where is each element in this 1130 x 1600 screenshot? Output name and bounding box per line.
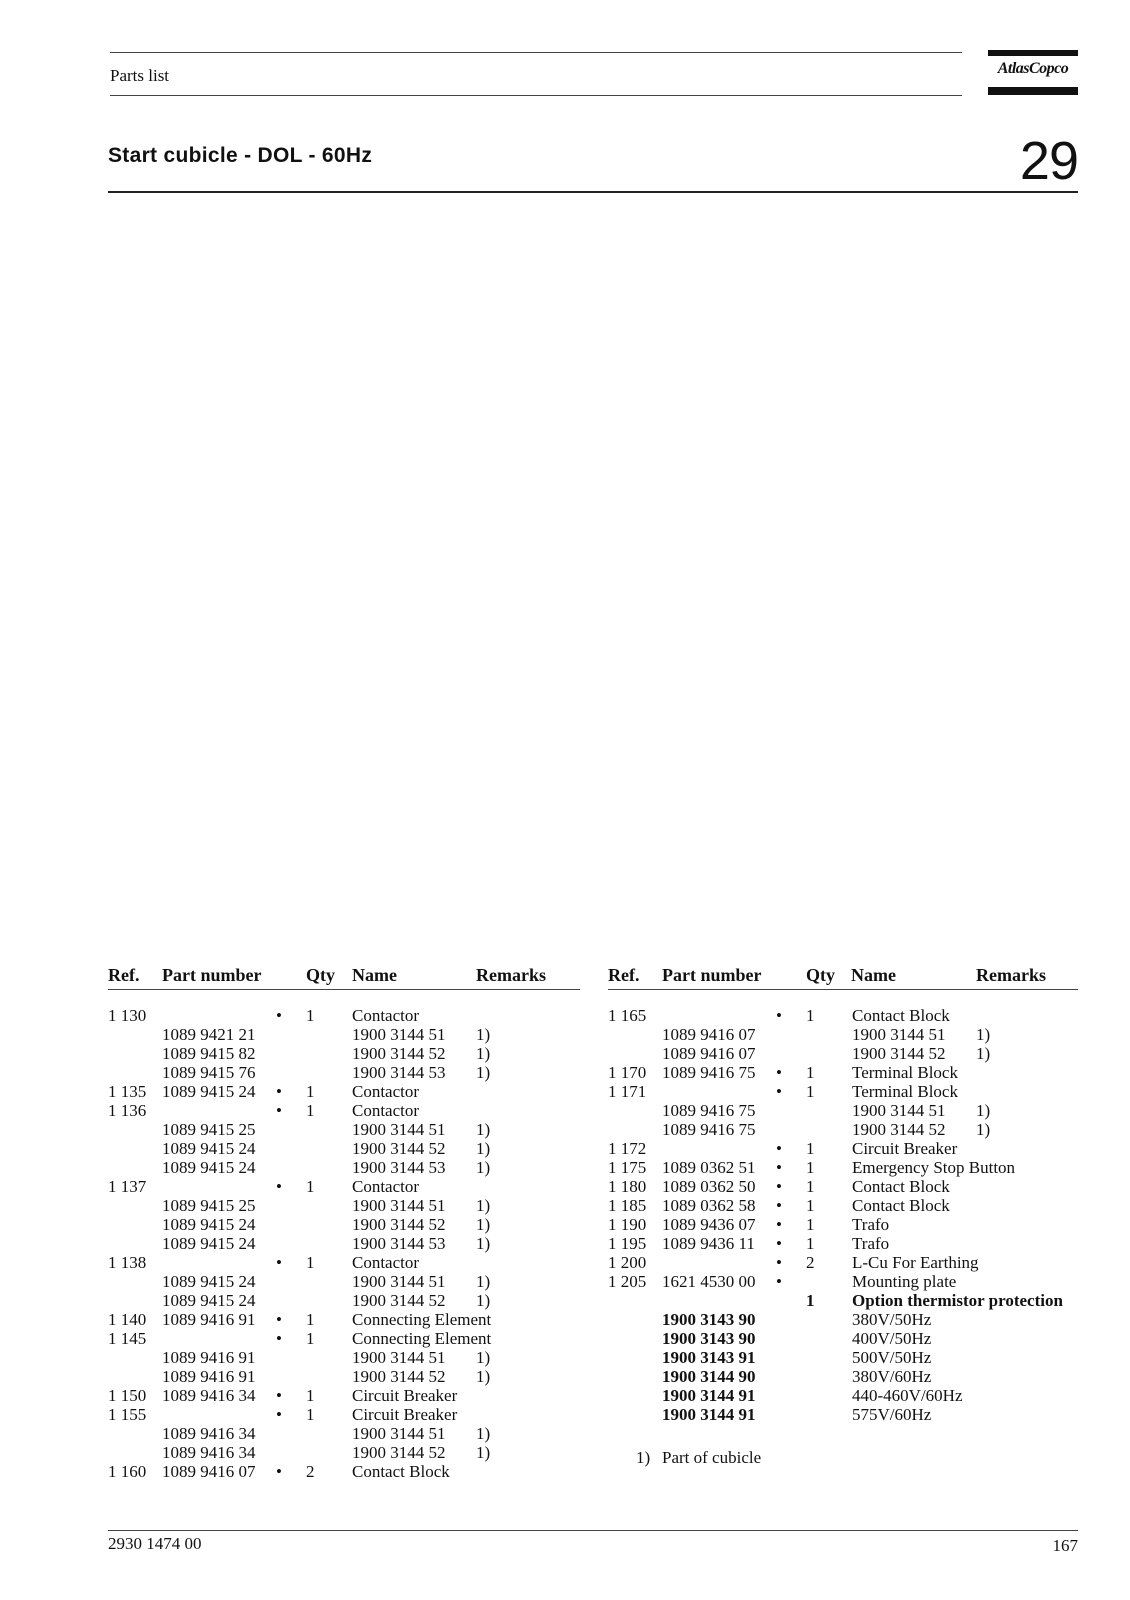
- cell-qty: 1: [806, 1234, 815, 1253]
- cell-name: 440-460V/60Hz: [852, 1386, 963, 1405]
- cell-name: 1900 3144 52: [352, 1044, 446, 1063]
- cell-partnumber: 1089 0362 58: [662, 1196, 756, 1215]
- cell-partnumber: 1089 9416 34: [162, 1424, 256, 1443]
- table-row: [108, 1291, 588, 1310]
- cell-partnumber: 1089 9436 07: [662, 1215, 756, 1234]
- cell-qty: 1: [306, 1253, 315, 1272]
- cell-ref: 1 200: [608, 1253, 647, 1272]
- table-row: [108, 1310, 588, 1329]
- cell-partnumber: 1089 9436 11: [662, 1234, 755, 1253]
- bullet-icon: •: [776, 1253, 782, 1272]
- cell-partnumber: 1089 9415 24: [162, 1082, 256, 1101]
- cell-name: Contact Block: [852, 1006, 950, 1025]
- table-row: [108, 1158, 588, 1177]
- cell-name: Contactor: [352, 1177, 420, 1196]
- cell-partnumber: 1900 3143 91: [662, 1348, 756, 1367]
- cell-name: 1900 3144 52: [852, 1120, 946, 1139]
- cell-name: 1900 3144 53: [352, 1063, 446, 1082]
- cell-ref: 1 130: [108, 1006, 147, 1025]
- cell-qty: 1: [306, 1082, 315, 1101]
- cell-name: 1900 3144 52: [852, 1044, 946, 1063]
- cell-ref: 1 136: [108, 1101, 147, 1120]
- table-row: [108, 1196, 588, 1215]
- header-label: Parts list: [110, 66, 170, 85]
- right-col-remarks: Remarks: [976, 965, 1046, 985]
- left-col-partnumber: Part number: [162, 965, 262, 985]
- table-row: [608, 1234, 1088, 1253]
- bullet-icon: •: [276, 1177, 282, 1196]
- cell-partnumber: 1089 9421 21: [162, 1025, 256, 1044]
- table-row: [108, 1082, 588, 1101]
- cell-name: Contactor: [352, 1006, 420, 1025]
- cell-name: Circuit Breaker: [852, 1139, 958, 1158]
- cell-remarks: 1): [476, 1234, 491, 1253]
- cell-remarks: 1): [476, 1139, 491, 1158]
- cell-partnumber: 1089 9416 91: [162, 1310, 256, 1329]
- logo-text: AtlasCopco: [997, 60, 1069, 77]
- cell-remarks: 1): [476, 1348, 491, 1367]
- cell-qty: 1: [306, 1386, 315, 1405]
- cell-remarks: 1): [476, 1044, 491, 1063]
- bullet-icon: •: [276, 1082, 282, 1101]
- atlas-copco-logo: [988, 50, 1078, 95]
- table-row: [108, 1405, 588, 1424]
- cell-partnumber: 1089 9415 24: [162, 1158, 256, 1177]
- cell-qty: 1: [806, 1291, 815, 1310]
- cell-qty: 2: [806, 1253, 815, 1272]
- left-col-qty: Qty: [306, 965, 335, 985]
- cell-remarks: 1): [476, 1158, 491, 1177]
- cell-name: Connecting Element: [352, 1329, 492, 1348]
- cell-partnumber: 1089 0362 50: [662, 1177, 756, 1196]
- cell-remarks: 1): [476, 1291, 491, 1310]
- cell-partnumber: 1900 3143 90: [662, 1329, 756, 1348]
- cell-ref: 1 172: [608, 1139, 647, 1158]
- cell-name: 1900 3144 51: [352, 1120, 446, 1139]
- footer-rule: [108, 1530, 1078, 1531]
- cell-partnumber: 1089 9415 76: [162, 1063, 256, 1082]
- cell-ref: 1 137: [108, 1177, 147, 1196]
- bullet-icon: •: [776, 1158, 782, 1177]
- cell-name: 1900 3144 52: [352, 1443, 446, 1462]
- cell-name: 1900 3144 52: [352, 1367, 446, 1386]
- cell-name: 575V/60Hz: [852, 1405, 932, 1424]
- cell-name: 500V/50Hz: [852, 1348, 932, 1367]
- cell-name: Terminal Block: [852, 1063, 958, 1082]
- cell-ref: 1 175: [608, 1158, 647, 1177]
- bullet-icon: •: [276, 1405, 282, 1424]
- bullet-icon: •: [276, 1462, 282, 1481]
- table-row: [108, 1044, 588, 1063]
- table-row: [108, 1120, 588, 1139]
- cell-ref: 1 185: [608, 1196, 647, 1215]
- bullet-icon: •: [776, 1006, 782, 1025]
- table-row: [108, 1462, 588, 1481]
- cell-name: Circuit Breaker: [352, 1386, 458, 1405]
- cell-name: 1900 3144 53: [352, 1158, 446, 1177]
- table-row: [608, 1025, 1088, 1044]
- cell-ref: 1 138: [108, 1253, 147, 1272]
- table-row: [608, 1329, 1088, 1348]
- bullet-icon: •: [776, 1234, 782, 1253]
- cell-partnumber: 1089 9416 91: [162, 1367, 256, 1386]
- left-col-name: Name: [352, 965, 397, 985]
- header-bottom-rule: [110, 95, 962, 96]
- right-col-partnumber: Part number: [662, 965, 762, 985]
- cell-ref: 1 180: [608, 1177, 647, 1196]
- cell-name: Contactor: [352, 1253, 420, 1272]
- document-number: 2930 1474 00: [108, 1534, 202, 1553]
- table-row: [108, 1025, 588, 1044]
- header-top-rule: [110, 52, 962, 53]
- cell-partnumber: 1089 9416 75: [662, 1120, 756, 1139]
- cell-partnumber: 1089 9416 07: [662, 1044, 756, 1063]
- cell-ref: 1 190: [608, 1215, 647, 1234]
- cell-ref: 1 171: [608, 1082, 647, 1101]
- bullet-icon: •: [776, 1215, 782, 1234]
- cell-remarks: 1): [476, 1063, 491, 1082]
- cell-partnumber: 1089 9415 24: [162, 1139, 256, 1158]
- cell-qty: 2: [306, 1462, 315, 1481]
- cell-ref: 1 160: [108, 1462, 147, 1481]
- table-row: [608, 1101, 1088, 1120]
- cell-name: Connecting Element: [352, 1310, 492, 1329]
- table-row: [108, 1101, 588, 1120]
- cell-remarks: 1): [476, 1215, 491, 1234]
- cell-name: Emergency Stop Button: [852, 1158, 1016, 1177]
- cell-name: 1900 3144 52: [352, 1291, 446, 1310]
- bullet-icon: •: [276, 1253, 282, 1272]
- cell-remarks: 1): [476, 1025, 491, 1044]
- table-row: [608, 1006, 1088, 1025]
- table-row: [108, 1006, 588, 1025]
- right-col-name: Name: [851, 965, 896, 985]
- bullet-icon: •: [276, 1310, 282, 1329]
- cell-qty: 1: [306, 1177, 315, 1196]
- table-row: [108, 1177, 588, 1196]
- cell-name: 1900 3144 53: [352, 1234, 446, 1253]
- table-row: [608, 1139, 1088, 1158]
- cell-partnumber: 1900 3144 91: [662, 1405, 756, 1424]
- cell-name: Circuit Breaker: [352, 1405, 458, 1424]
- right-table-rule: [608, 989, 1078, 990]
- table-row: [108, 1367, 588, 1386]
- cell-partnumber: 1089 9416 07: [162, 1462, 256, 1481]
- cell-partnumber: 1089 9415 24: [162, 1234, 256, 1253]
- table-row: [108, 1272, 588, 1291]
- cell-name: 1900 3144 52: [352, 1139, 446, 1158]
- cell-name: 400V/50Hz: [852, 1329, 932, 1348]
- table-row: [608, 1310, 1088, 1329]
- cell-partnumber: 1900 3143 90: [662, 1310, 756, 1329]
- cell-partnumber: 1089 9415 25: [162, 1120, 256, 1139]
- cell-ref: 1 140: [108, 1310, 147, 1329]
- bullet-icon: •: [776, 1082, 782, 1101]
- cell-name: Terminal Block: [852, 1082, 958, 1101]
- table-row: [608, 1158, 1088, 1177]
- cell-partnumber: 1089 9416 07: [662, 1025, 756, 1044]
- cell-name: 380V/50Hz: [852, 1310, 932, 1329]
- cell-remarks: 1): [476, 1272, 491, 1291]
- table-row: [108, 1424, 588, 1443]
- cell-qty: 1: [306, 1329, 315, 1348]
- cell-ref: 1 155: [108, 1405, 147, 1424]
- cell-name: 1900 3144 52: [352, 1215, 446, 1234]
- table-row: [108, 1234, 588, 1253]
- cell-partnumber: 1089 9416 91: [162, 1348, 256, 1367]
- table-row: [608, 1291, 1088, 1310]
- cell-name: Contactor: [352, 1082, 420, 1101]
- cell-name: L-Cu For Earthing: [852, 1253, 979, 1272]
- cell-qty: 1: [306, 1101, 315, 1120]
- cell-partnumber: 1900 3144 91: [662, 1386, 756, 1405]
- cell-name: 1900 3144 51: [352, 1196, 446, 1215]
- cell-qty: 1: [806, 1215, 815, 1234]
- bullet-icon: •: [276, 1329, 282, 1348]
- page-title: Start cubicle - DOL - 60Hz: [108, 144, 373, 167]
- table-row: [608, 1405, 1088, 1424]
- cell-ref: 1 170: [608, 1063, 647, 1082]
- cell-name: Trafo: [852, 1215, 890, 1234]
- table-row: [608, 1063, 1088, 1082]
- bullet-icon: •: [776, 1139, 782, 1158]
- bullet-icon: •: [776, 1196, 782, 1215]
- table-row: [608, 1082, 1088, 1101]
- table-row: [108, 1253, 588, 1272]
- table-row: [108, 1063, 588, 1082]
- cell-remarks: 1): [976, 1120, 991, 1139]
- table-row: [608, 1044, 1088, 1063]
- cell-name: Contact Block: [352, 1462, 450, 1481]
- cell-partnumber: 1089 9416 34: [162, 1386, 256, 1405]
- table-row: [608, 1196, 1088, 1215]
- cell-remarks: 1): [976, 1025, 991, 1044]
- cell-name: Contactor: [352, 1101, 420, 1120]
- table-row: [608, 1367, 1088, 1386]
- cell-remarks: 1): [476, 1367, 491, 1386]
- chapter-number: 29: [1019, 131, 1078, 191]
- cell-qty: 1: [806, 1063, 815, 1082]
- table-row: [608, 1215, 1088, 1234]
- cell-ref: 1 145: [108, 1329, 147, 1348]
- cell-qty: 1: [306, 1006, 315, 1025]
- cell-qty: 1: [806, 1082, 815, 1101]
- table-row: [108, 1386, 588, 1405]
- cell-partnumber: 1089 9415 24: [162, 1291, 256, 1310]
- cell-name: 1900 3144 51: [352, 1025, 446, 1044]
- left-col-ref: Ref.: [108, 965, 140, 985]
- cell-qty: 1: [306, 1310, 315, 1329]
- bullet-icon: •: [776, 1272, 782, 1291]
- left-col-remarks: Remarks: [476, 965, 546, 985]
- bullet-icon: •: [776, 1177, 782, 1196]
- cell-name: 1900 3144 51: [352, 1272, 446, 1291]
- cell-name: 1900 3144 51: [352, 1424, 446, 1443]
- cell-remarks: 1): [476, 1443, 491, 1462]
- cell-remarks: 1): [976, 1101, 991, 1120]
- cell-ref: 1 165: [608, 1006, 647, 1025]
- cell-ref: 1 205: [608, 1272, 647, 1291]
- table-row: [608, 1177, 1088, 1196]
- right-col-qty: Qty: [806, 965, 835, 985]
- cell-partnumber: 1621 4530 00: [662, 1272, 756, 1291]
- table-row: [108, 1443, 588, 1462]
- page-number: 167: [1052, 1536, 1078, 1555]
- cell-qty: 1: [806, 1158, 815, 1177]
- cell-name: Mounting plate: [852, 1272, 957, 1291]
- table-row: [108, 1215, 588, 1234]
- cell-name: Trafo: [852, 1234, 890, 1253]
- cell-qty: 1: [806, 1177, 815, 1196]
- left-table-rule: [108, 989, 580, 990]
- bullet-icon: •: [776, 1063, 782, 1082]
- cell-ref: 1 150: [108, 1386, 147, 1405]
- cell-partnumber: 1089 9416 75: [662, 1063, 756, 1082]
- cell-ref: 1 135: [108, 1082, 147, 1101]
- bullet-icon: •: [276, 1006, 282, 1025]
- cell-ref: 1 195: [608, 1234, 647, 1253]
- table-row: [108, 1348, 588, 1367]
- cell-partnumber: 1089 9416 75: [662, 1101, 756, 1120]
- table-row: [108, 1139, 588, 1158]
- table-row: [108, 1329, 588, 1348]
- cell-qty: 1: [806, 1196, 815, 1215]
- cell-partnumber: 1089 9415 82: [162, 1044, 256, 1063]
- cell-partnumber: 1900 3144 90: [662, 1367, 756, 1386]
- cell-partnumber: 1089 0362 51: [662, 1158, 756, 1177]
- table-row: [608, 1120, 1088, 1139]
- cell-partnumber: 1089 9415 24: [162, 1215, 256, 1234]
- cell-name: 1900 3144 51: [852, 1101, 946, 1120]
- bullet-icon: •: [276, 1101, 282, 1120]
- cell-name: Contact Block: [852, 1177, 950, 1196]
- cell-name: 1900 3144 51: [852, 1025, 946, 1044]
- cell-name: 380V/60Hz: [852, 1367, 932, 1386]
- cell-partnumber: 1089 9416 34: [162, 1443, 256, 1462]
- cell-name: Contact Block: [852, 1196, 950, 1215]
- table-row: [608, 1348, 1088, 1367]
- cell-qty: 1: [306, 1405, 315, 1424]
- table-row: [608, 1253, 1088, 1272]
- cell-qty: 1: [806, 1139, 815, 1158]
- cell-partnumber: 1089 9415 24: [162, 1272, 256, 1291]
- title-rule: [108, 191, 1078, 193]
- cell-qty: 1: [806, 1006, 815, 1025]
- cell-name: Option thermistor protection: [852, 1291, 1063, 1310]
- cell-remarks: 1): [476, 1196, 491, 1215]
- bullet-icon: •: [276, 1386, 282, 1405]
- footnote-text: Part of cubicle: [662, 1448, 762, 1467]
- cell-name: 1900 3144 51: [352, 1348, 446, 1367]
- cell-remarks: 1): [476, 1120, 491, 1139]
- right-col-ref: Ref.: [608, 965, 640, 985]
- cell-remarks: 1): [976, 1044, 991, 1063]
- cell-partnumber: 1089 9415 25: [162, 1196, 256, 1215]
- table-row: [608, 1386, 1088, 1405]
- footnote-mark: 1): [636, 1448, 651, 1467]
- cell-remarks: 1): [476, 1424, 491, 1443]
- table-row: [608, 1272, 1088, 1291]
